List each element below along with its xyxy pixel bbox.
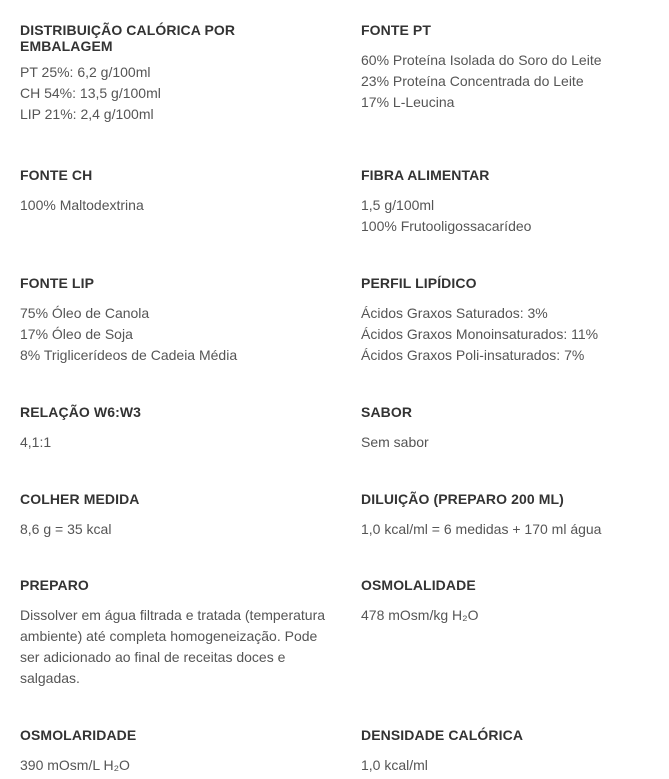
spec-value: 23% Proteína Concentrada do Leite	[361, 73, 584, 89]
spec-title: DENSIDADE CALÓRICA	[361, 727, 524, 743]
spec-values	[361, 432, 651, 453]
spec-value: 60% Proteína Isolada do Soro do Leite	[361, 52, 602, 68]
spec-values	[361, 50, 651, 113]
spec-preparo	[20, 577, 340, 689]
spec-value: CH 54%: 13,5 g/100ml	[20, 85, 161, 101]
spec-values	[20, 519, 320, 540]
spec-perfil-lipidico	[361, 275, 651, 366]
spec-value: 1,5 g/100ml	[361, 197, 435, 213]
spec-densidade-calorica	[361, 727, 651, 776]
spec-value: 4,1:1	[20, 434, 52, 450]
spec-value: Ácidos Graxos Saturados: 3%	[361, 305, 548, 321]
spec-values	[20, 303, 320, 366]
spec-osmolalidade	[361, 577, 651, 626]
spec-paragraph: Dissolver em água filtrada e tratada (temperatura ambiente) até completa homogeneização. Pode ser adicionado ao final de receitas doces e salgadas.	[20, 607, 326, 686]
spec-title: SABOR	[361, 404, 413, 420]
spec-value: Sem sabor	[361, 434, 429, 450]
spec-values	[361, 755, 651, 776]
spec-fonte-ch	[20, 167, 320, 216]
spec-distribuicao-calorica	[20, 22, 320, 125]
spec-title: FONTE LIP	[20, 275, 95, 291]
spec-fonte-lip	[20, 275, 320, 366]
spec-fibra-alimentar	[361, 167, 651, 237]
spec-values	[361, 605, 651, 626]
spec-value: 478 mOsm/kg H₂O	[361, 607, 479, 623]
spec-value: 100% Maltodextrina	[20, 197, 144, 213]
spec-value: Ácidos Graxos Monoinsaturados: 11%	[361, 326, 599, 342]
spec-value: 75% Óleo de Canola	[20, 305, 150, 321]
spec-sabor	[361, 404, 651, 453]
spec-value: 1,0 kcal/ml = 6 medidas + 170 ml água	[361, 521, 602, 537]
spec-title: FIBRA ALIMENTAR	[361, 167, 490, 183]
spec-value: 390 mOsm/L H₂O	[20, 757, 130, 773]
spec-title: OSMOLALIDADE	[361, 577, 476, 593]
spec-title: DISTRIBUIÇÃO CALÓRICA POR EMBALAGEM	[20, 22, 236, 54]
spec-title: DILUIÇÃO (PREPARO 200 ML)	[361, 491, 564, 507]
spec-value: 8% Triglicerídeos de Cadeia Média	[20, 347, 238, 363]
spec-values	[361, 195, 651, 237]
spec-diluicao	[361, 491, 651, 540]
spec-value: 1,0 kcal/ml	[361, 757, 428, 773]
spec-values	[20, 195, 320, 216]
spec-colher-medida	[20, 491, 320, 540]
spec-osmolaridade	[20, 727, 320, 776]
spec-title: PERFIL LIPÍDICO	[361, 275, 477, 291]
spec-values	[20, 432, 320, 453]
spec-title: FONTE PT	[361, 22, 432, 38]
spec-values	[361, 303, 651, 366]
spec-value: 17% L-Leucina	[361, 94, 455, 110]
spec-value: 8,6 g = 35 kcal	[20, 521, 112, 537]
spec-values	[20, 755, 320, 776]
spec-fonte-pt	[361, 22, 651, 113]
spec-relacao-w6-w3	[20, 404, 320, 453]
spec-value: 17% Óleo de Soja	[20, 326, 133, 342]
spec-value: Ácidos Graxos Poli-insaturados: 7%	[361, 347, 585, 363]
spec-title: FONTE CH	[20, 167, 93, 183]
spec-title: PREPARO	[20, 577, 89, 593]
spec-value: LIP 21%: 2,4 g/100ml	[20, 106, 154, 122]
spec-values	[20, 62, 320, 125]
spec-value: PT 25%: 6,2 g/100ml	[20, 64, 151, 80]
spec-title: RELAÇÃO W6:W3	[20, 404, 142, 420]
spec-title: OSMOLARIDADE	[20, 727, 137, 743]
spec-value: 100% Frutooligossacarídeo	[361, 218, 532, 234]
spec-title: COLHER MEDIDA	[20, 491, 140, 507]
spec-values	[361, 519, 651, 540]
